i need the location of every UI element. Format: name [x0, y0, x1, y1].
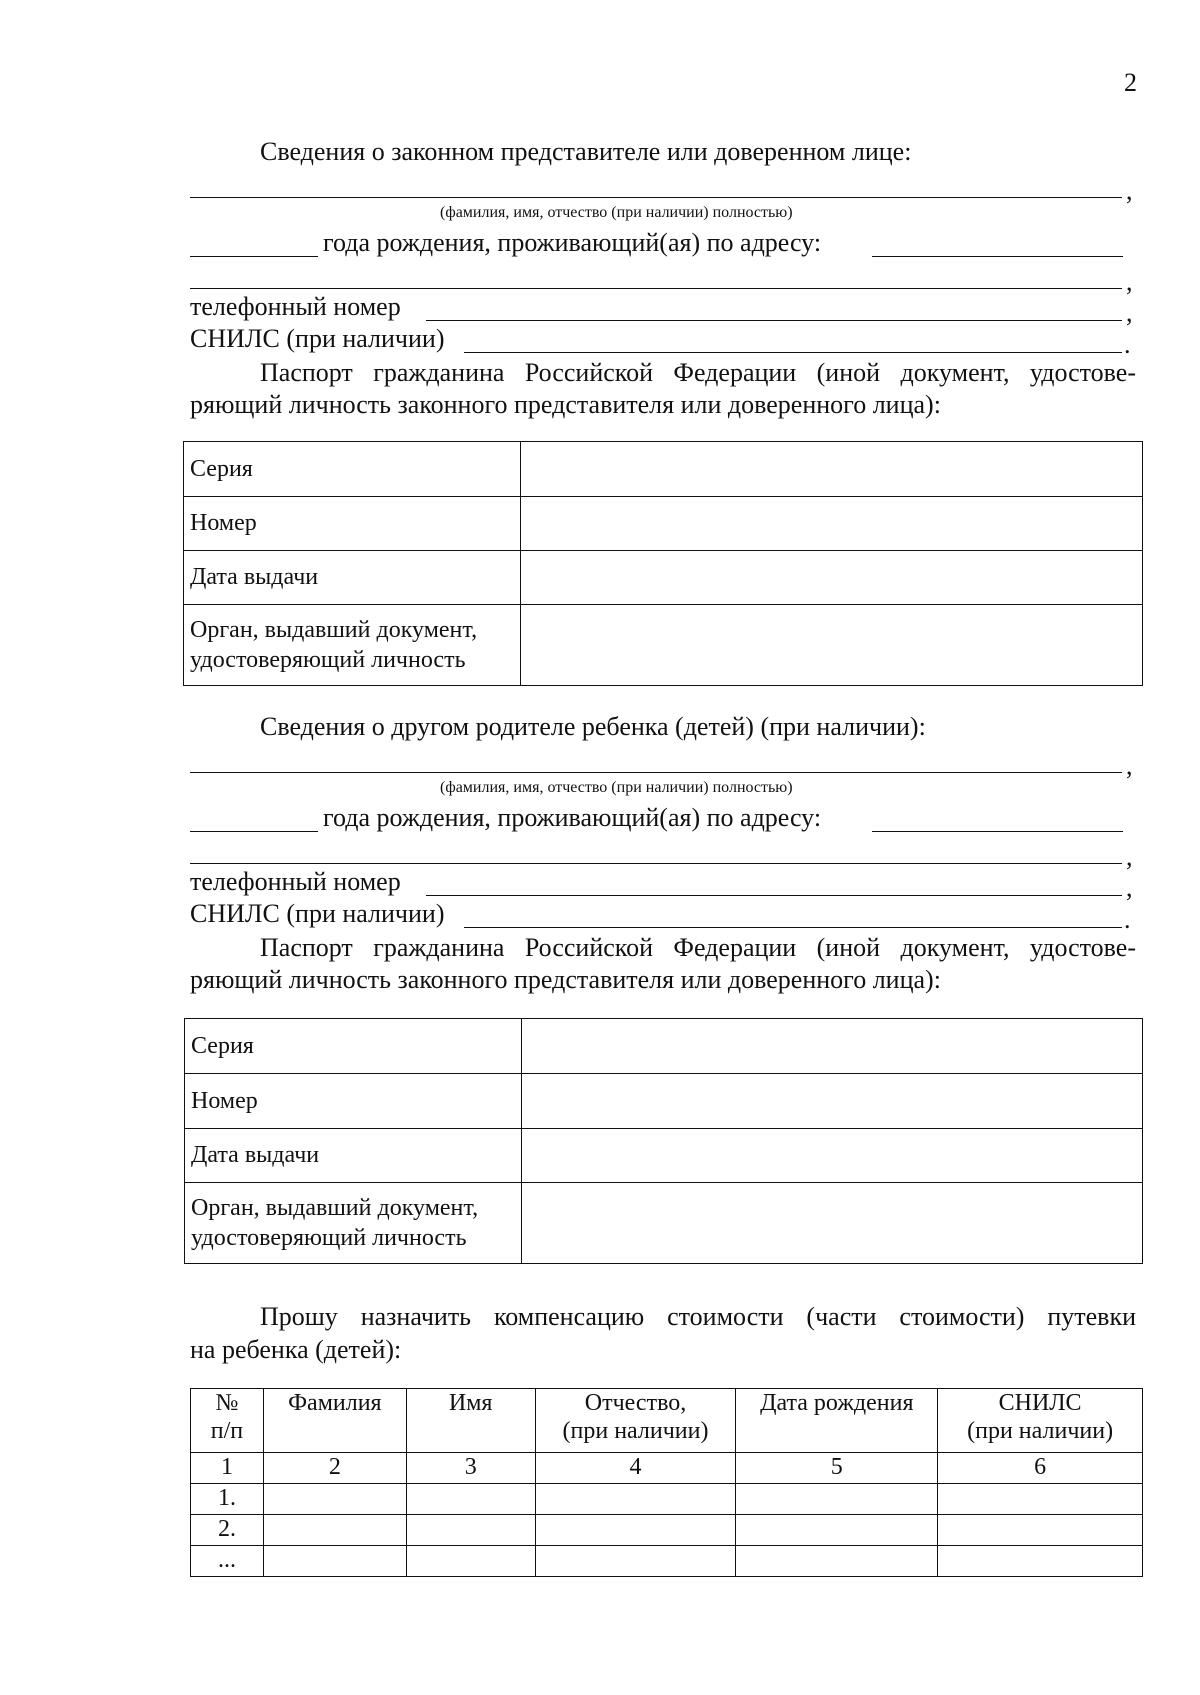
s2-snils-line[interactable] — [464, 927, 1122, 928]
s1-snils-label: СНИЛС (при наличии) — [190, 324, 445, 353]
row-number: 2. — [191, 1515, 264, 1546]
table-row — [184, 497, 1143, 551]
column-numbering-row — [191, 1453, 1143, 1484]
request-line-2: на ребенка (детей): — [190, 1335, 402, 1364]
birth-date-cell[interactable] — [736, 1484, 938, 1515]
s2-phone-label: телефонный номер — [190, 867, 401, 896]
comma: , — [1126, 176, 1133, 205]
s2-fio-caption: (фамилия, имя, отчество (при наличии) полностью) — [440, 779, 793, 796]
surname-cell[interactable] — [263, 1515, 406, 1546]
comma: , — [1126, 751, 1133, 780]
series-label: Серия — [185, 1019, 522, 1074]
s1-passport-line-1: Паспорт гражданина Российской Федерации (иной документ, удостове- — [260, 358, 1136, 387]
issue-date-value-cell[interactable] — [521, 551, 1143, 605]
issuer-label-line-1: Орган, выдавший документ, — [190, 617, 478, 643]
issue-date-label: Дата выдачи — [185, 1129, 522, 1183]
table-row — [191, 1484, 1143, 1515]
s2-snils-label: СНИЛС (при наличии) — [190, 899, 445, 928]
s1-passport-line-2: ряющий личность законного представителя или доверенного лица): — [190, 390, 941, 419]
issue-date-label: Дата выдачи — [184, 551, 521, 605]
name-cell[interactable] — [406, 1546, 535, 1577]
header-number: № п/п — [191, 1389, 264, 1453]
s1-address-line-1[interactable] — [872, 256, 1123, 257]
column-number: 2 — [263, 1453, 406, 1484]
table-row — [191, 1515, 1143, 1546]
request-line-1: Прошу назначить компенсацию стоимости (части стоимости) путевки — [260, 1302, 1136, 1331]
s1-birth-year-line[interactable] — [190, 256, 318, 257]
series-value-cell[interactable] — [521, 442, 1143, 497]
s2-address-line-2[interactable] — [190, 863, 1122, 864]
snils-cell[interactable] — [938, 1546, 1143, 1577]
s2-phone-line[interactable] — [426, 895, 1122, 896]
comma: , — [1126, 267, 1133, 296]
s1-phone-line[interactable] — [426, 320, 1122, 321]
number-label: Номер — [185, 1074, 522, 1129]
issuer-label-line-2: удостоверяющий личность — [190, 647, 466, 673]
comma: , — [1126, 842, 1133, 871]
issuer-label — [185, 1183, 522, 1264]
table-header-row — [191, 1389, 1143, 1453]
s2-passport-line-1: Паспорт гражданина Российской Федерации (иной документ, удостове- — [260, 933, 1136, 962]
issuer-label-line-1: Орган, выдавший документ, — [191, 1195, 479, 1221]
header-birth-date: Дата рождения — [736, 1389, 938, 1453]
snils-cell[interactable] — [938, 1515, 1143, 1546]
table-row — [185, 1129, 1143, 1183]
header-name: Имя — [406, 1389, 535, 1453]
period: . — [1124, 905, 1131, 934]
table-row — [184, 442, 1143, 497]
table-row — [184, 551, 1143, 605]
snils-cell[interactable] — [938, 1484, 1143, 1515]
s2-birth-text: года рождения, проживающий(ая) по адресу: — [323, 803, 822, 832]
s1-fio-caption: (фамилия, имя, отчество (при наличии) полностью) — [440, 204, 793, 221]
header-snils: СНИЛС (при наличии) — [938, 1389, 1143, 1453]
children-table — [190, 1388, 1143, 1577]
number-label: Номер — [184, 497, 521, 551]
birth-date-cell[interactable] — [736, 1515, 938, 1546]
table-row — [185, 1019, 1143, 1074]
table-row — [185, 1074, 1143, 1129]
s1-birth-text: года рождения, проживающий(ая) по адресу: — [323, 228, 822, 257]
s1-address-line-2[interactable] — [190, 288, 1122, 289]
issue-date-value-cell[interactable] — [522, 1129, 1143, 1183]
s2-birth-year-line[interactable] — [190, 831, 318, 832]
patronymic-cell[interactable] — [535, 1515, 736, 1546]
table-row — [185, 1183, 1143, 1264]
header-surname: Фамилия — [263, 1389, 406, 1453]
issuer-value-cell[interactable] — [522, 1183, 1143, 1264]
series-value-cell[interactable] — [522, 1019, 1143, 1074]
issuer-value-cell[interactable] — [521, 605, 1143, 686]
column-number: 1 — [191, 1453, 264, 1484]
s2-address-line-1[interactable] — [872, 831, 1123, 832]
row-number: 1. — [191, 1484, 264, 1515]
surname-cell[interactable] — [263, 1484, 406, 1515]
patronymic-cell[interactable] — [535, 1546, 736, 1577]
patronymic-cell[interactable] — [535, 1484, 736, 1515]
table-row — [191, 1546, 1143, 1577]
s1-passport-table — [183, 441, 1143, 686]
section-2-heading: Сведения о другом родителе ребенка (детей) (при наличии): — [260, 712, 926, 741]
column-number: 3 — [406, 1453, 535, 1484]
issuer-label — [184, 605, 521, 686]
issuer-label-line-2: удостоверяющий личность — [191, 1225, 467, 1251]
table-row — [184, 605, 1143, 686]
number-value-cell[interactable] — [522, 1074, 1143, 1129]
section-1-heading: Сведения о законном представителе или доверенном лице: — [260, 137, 912, 166]
row-number: ... — [191, 1546, 264, 1577]
s1-phone-label: телефонный номер — [190, 292, 401, 321]
birth-date-cell[interactable] — [736, 1546, 938, 1577]
period: . — [1124, 330, 1131, 359]
s2-fio-line[interactable] — [190, 772, 1122, 773]
s1-fio-line[interactable] — [190, 197, 1122, 198]
s2-passport-line-2: ряющий личность законного представителя или доверенного лица): — [190, 965, 941, 994]
name-cell[interactable] — [406, 1515, 535, 1546]
comma: , — [1126, 298, 1133, 327]
surname-cell[interactable] — [263, 1546, 406, 1577]
header-patronymic: Отчество, (при наличии) — [535, 1389, 736, 1453]
name-cell[interactable] — [406, 1484, 535, 1515]
column-number: 4 — [535, 1453, 736, 1484]
column-number: 5 — [736, 1453, 938, 1484]
s1-snils-line[interactable] — [464, 352, 1122, 353]
s2-passport-table — [184, 1018, 1143, 1264]
page-number: 2 — [1124, 68, 1137, 97]
number-value-cell[interactable] — [521, 497, 1143, 551]
series-label: Серия — [184, 442, 521, 497]
column-number: 6 — [938, 1453, 1143, 1484]
comma: , — [1126, 873, 1133, 902]
